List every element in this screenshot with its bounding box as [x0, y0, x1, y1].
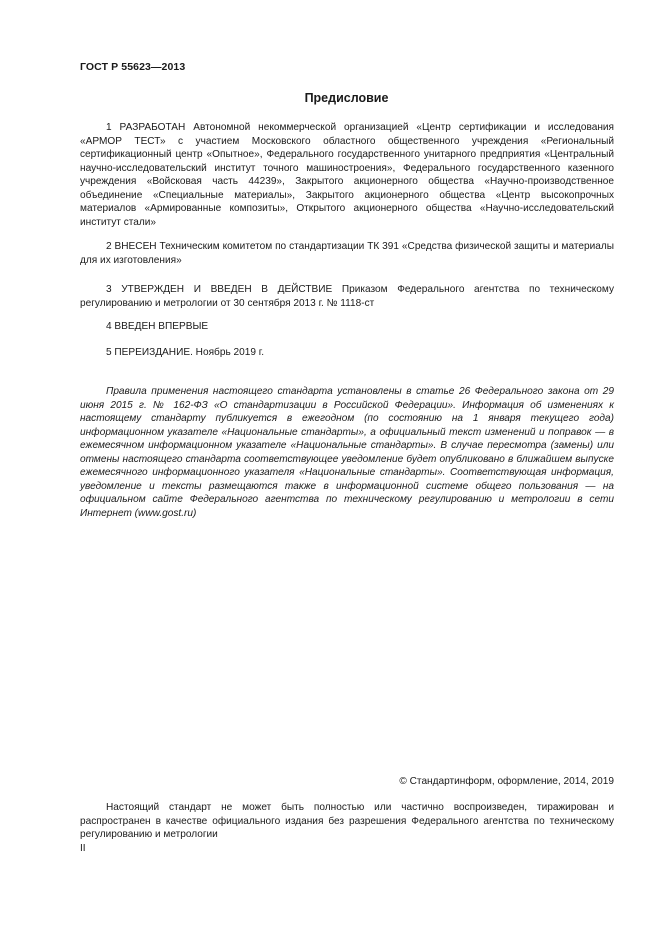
- foreword-item-reissue: 5 ПЕРЕИЗДАНИЕ. Ноябрь 2019 г.: [106, 347, 265, 358]
- foreword-item-approved: 3 УТВЕРЖДЕН И ВВЕДЕН В ДЕЙСТВИЕ Приказом Федерального агентства по техническому регулированию и метрологии от 30 сентября 2013 г. № 1118-ст: [80, 284, 614, 309]
- foreword-item-first-introduced: 4 ВВЕДЕН ВПЕРВЫЕ: [106, 321, 209, 332]
- foreword-item-developed: 1 РАЗРАБОТАН Автономной некоммерческой организацией «Центр сертификации и исследования «АРМОР ТЕСТ» с участием Московского областного общественного учреждения «Региональный сертификационный центр «Опытное», Федерального государственного унитарного предприятия «Центральный научно-исследовательский институт точного машиностроения», Федерального государственного казенного учреждения «Войсковая часть 44239», Закрытого акционерного общества «Научно-производственное объединение «Специальные материалы», Закрытого акционерного общества «Центр высокопрочных материалов «Армированные композиты», Открытого акционерного общества «Научно-исследовательский институт стали»: [80, 122, 614, 228]
- copyright-line: © Стандартинформ, оформление, 2014, 2019: [399, 776, 614, 787]
- application-rules-notice: Правила применения настоящего стандарта установлены в статье 26 Федерального закона от 29 июня 2015 г. № 162-ФЗ «О стандартизации в Российской Федерации». Информация об изменениях к настоящему стандарту публикуется в ежегодном (по состоянию на 1 января текущего года) информационном указателе «Национальные стандарты», а официальный текст изменений и поправок — в ежемесячном информационном указателе «Национальные стандарты». В случае пересмотра (замены) или отмены настоящего стандарта соответствующее уведомление будет опубликовано в ближайшем выпуске ежемесячного информационного указателя «Национальные стандарты». Соответствующая информация, уведомление и тексты размещаются также в информационной системе общего пользования — на официальном сайте Федерального агентства по техническому регулированию и метрологии в сети Интернет (www.gost.ru): [80, 386, 614, 519]
- foreword-item-introduced: 2 ВНЕСЕН Техническим комитетом по стандартизации ТК 391 «Средства физической защиты и материалы для их изготовления»: [80, 241, 614, 266]
- foreword-title: Предисловие: [304, 91, 389, 105]
- reprint-restriction-notice: Настоящий стандарт не может быть полностью или частично воспроизведен, тиражирован и распространен в качестве официального издания без разрешения Федерального агентства по техническому регулированию и метрологии: [80, 802, 614, 840]
- page-number: II: [80, 843, 86, 854]
- document-code: ГОСТ Р 55623—2013: [80, 61, 186, 73]
